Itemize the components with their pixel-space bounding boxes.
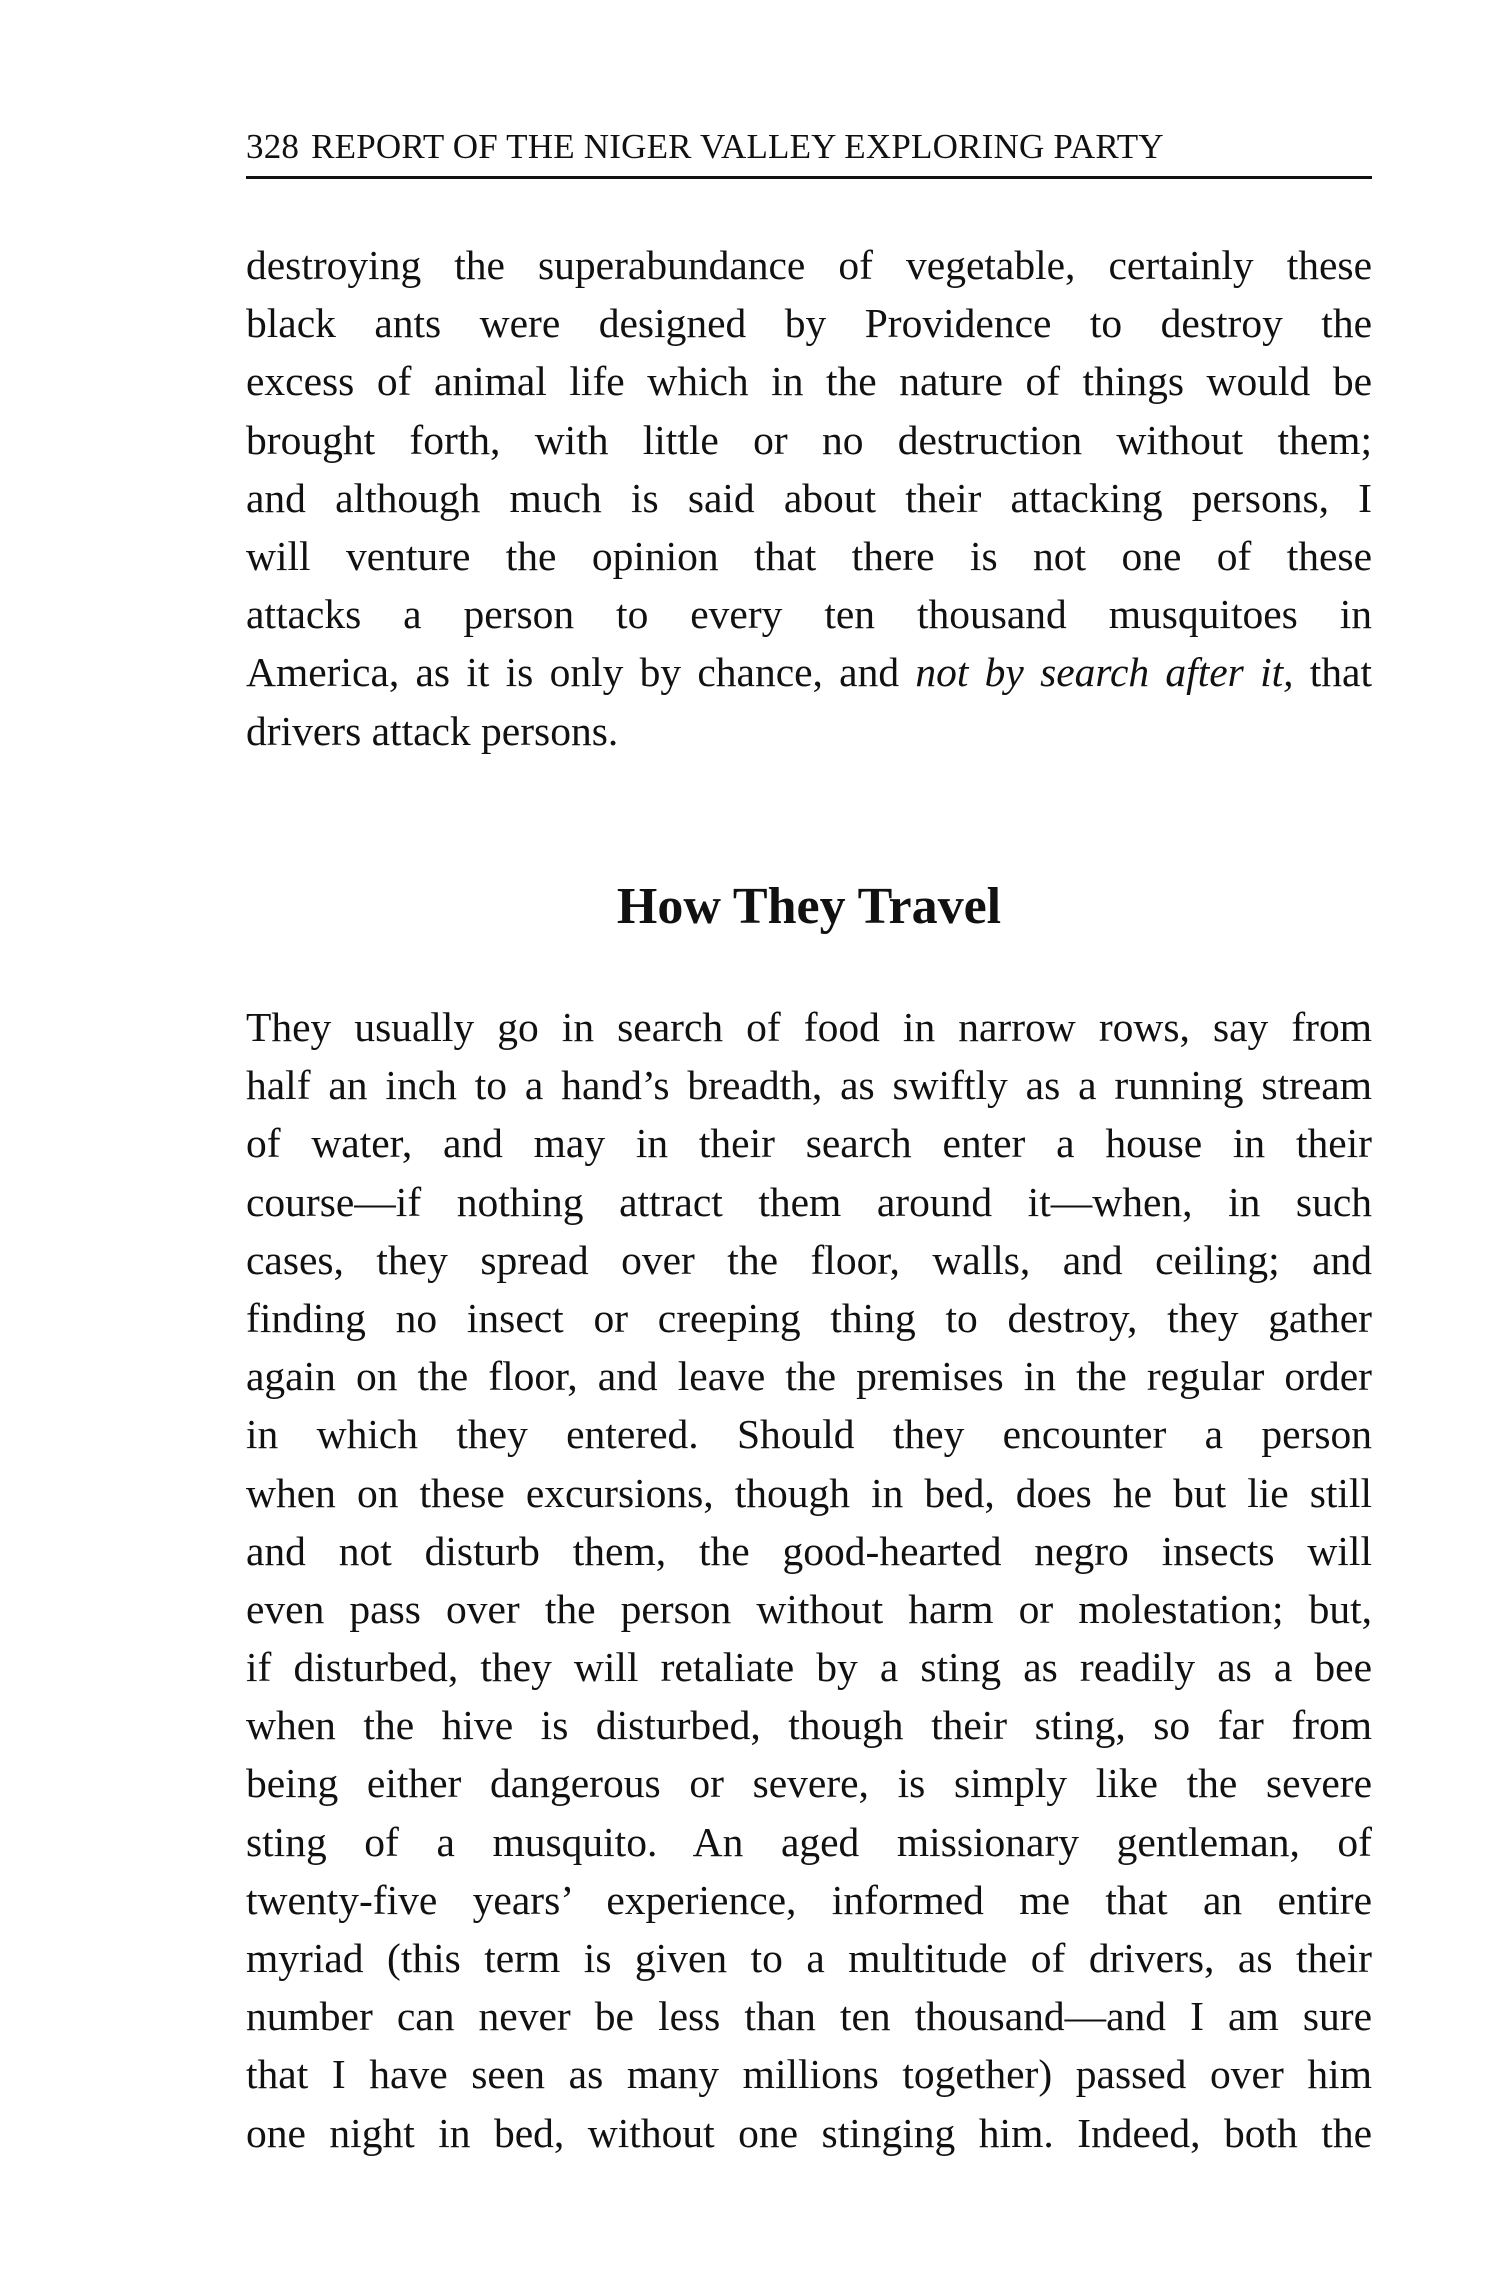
- text-line: black ants were designed by Providence to destroy the: [246, 300, 1372, 347]
- text-line: when the hive is disturbed, though their sting, so far from: [246, 1702, 1372, 1749]
- running-title: REPORT OF THE NIGER VALLEY EXPLORING PARTY: [311, 127, 1164, 166]
- text-line: finding no insect or creeping thing to destroy, they gather: [246, 1294, 1372, 1341]
- text-line-with-italic: [246, 643, 1372, 701]
- paragraph-continued: [246, 236, 1372, 760]
- section-heading: How They Travel: [616, 878, 1002, 935]
- text-line: twenty-five years’ experience, informed me that an entire: [246, 1876, 1372, 1923]
- paragraph-body: [246, 998, 1372, 2162]
- text-line: one night in bed, without one stinging him. Indeed, both the: [246, 2109, 1372, 2156]
- text-line: in which they entered. Should they encounter a person: [246, 1411, 1372, 1458]
- text-line: will venture the opinion that there is not one of these: [246, 532, 1372, 579]
- text-line: course—if nothing attract them around it—when, in such: [246, 1178, 1372, 1225]
- text-line: cases, they spread over the floor, walls, and ceiling; and: [246, 1236, 1372, 1283]
- text-line: drivers attack persons.: [246, 707, 619, 754]
- page-number: 328: [246, 127, 300, 166]
- text-line: and not disturb them, the good-hearted negro insects will: [246, 1527, 1372, 1574]
- text-line: and although much is said about their attacking persons, I: [246, 474, 1372, 521]
- running-header: [246, 122, 1370, 172]
- text-line: destroying the superabundance of vegetable, certainly these: [246, 242, 1372, 288]
- text-line: of water, and may in their search enter a house in their: [246, 1120, 1372, 1167]
- text-segment: America, as it is only by chance, and: [246, 649, 916, 696]
- text-line: sting of a musquito. An aged missionary gentleman, of: [246, 1818, 1372, 1865]
- text-line: number can never be less than ten thousand—and I am sure: [246, 1993, 1372, 2040]
- italic-phrase: not by search after it,: [915, 649, 1294, 696]
- text-line: attacks a person to every ten thousand musquitoes in: [246, 591, 1372, 638]
- text-line: They usually go in search of food in narrow rows, say from: [246, 1004, 1372, 1050]
- text-line: if disturbed, they will retaliate by a sting as readily as a bee: [246, 1644, 1372, 1691]
- text-line: being either dangerous or severe, is simply like the severe: [246, 1760, 1372, 1807]
- text-segment: that: [1293, 649, 1372, 696]
- text-line: half an inch to a hand’s breadth, as swiftly as a running stream: [246, 1062, 1372, 1109]
- text-line: even pass over the person without harm or molestation; but,: [246, 1585, 1372, 1632]
- text-line: brought forth, with little or no destruction without them;: [246, 416, 1372, 463]
- text-line: again on the floor, and leave the premises in the regular order: [246, 1353, 1372, 1400]
- text-line: when on these excursions, though in bed, does he but lie still: [246, 1469, 1372, 1516]
- text-line: myriad (this term is given to a multitude of drivers, as their: [246, 1935, 1372, 1981]
- text-line: that I have seen as many millions together) passed over him: [246, 2051, 1372, 2098]
- text-line: excess of animal life which in the nature of things would be: [246, 358, 1372, 405]
- header-rule: [246, 176, 1372, 179]
